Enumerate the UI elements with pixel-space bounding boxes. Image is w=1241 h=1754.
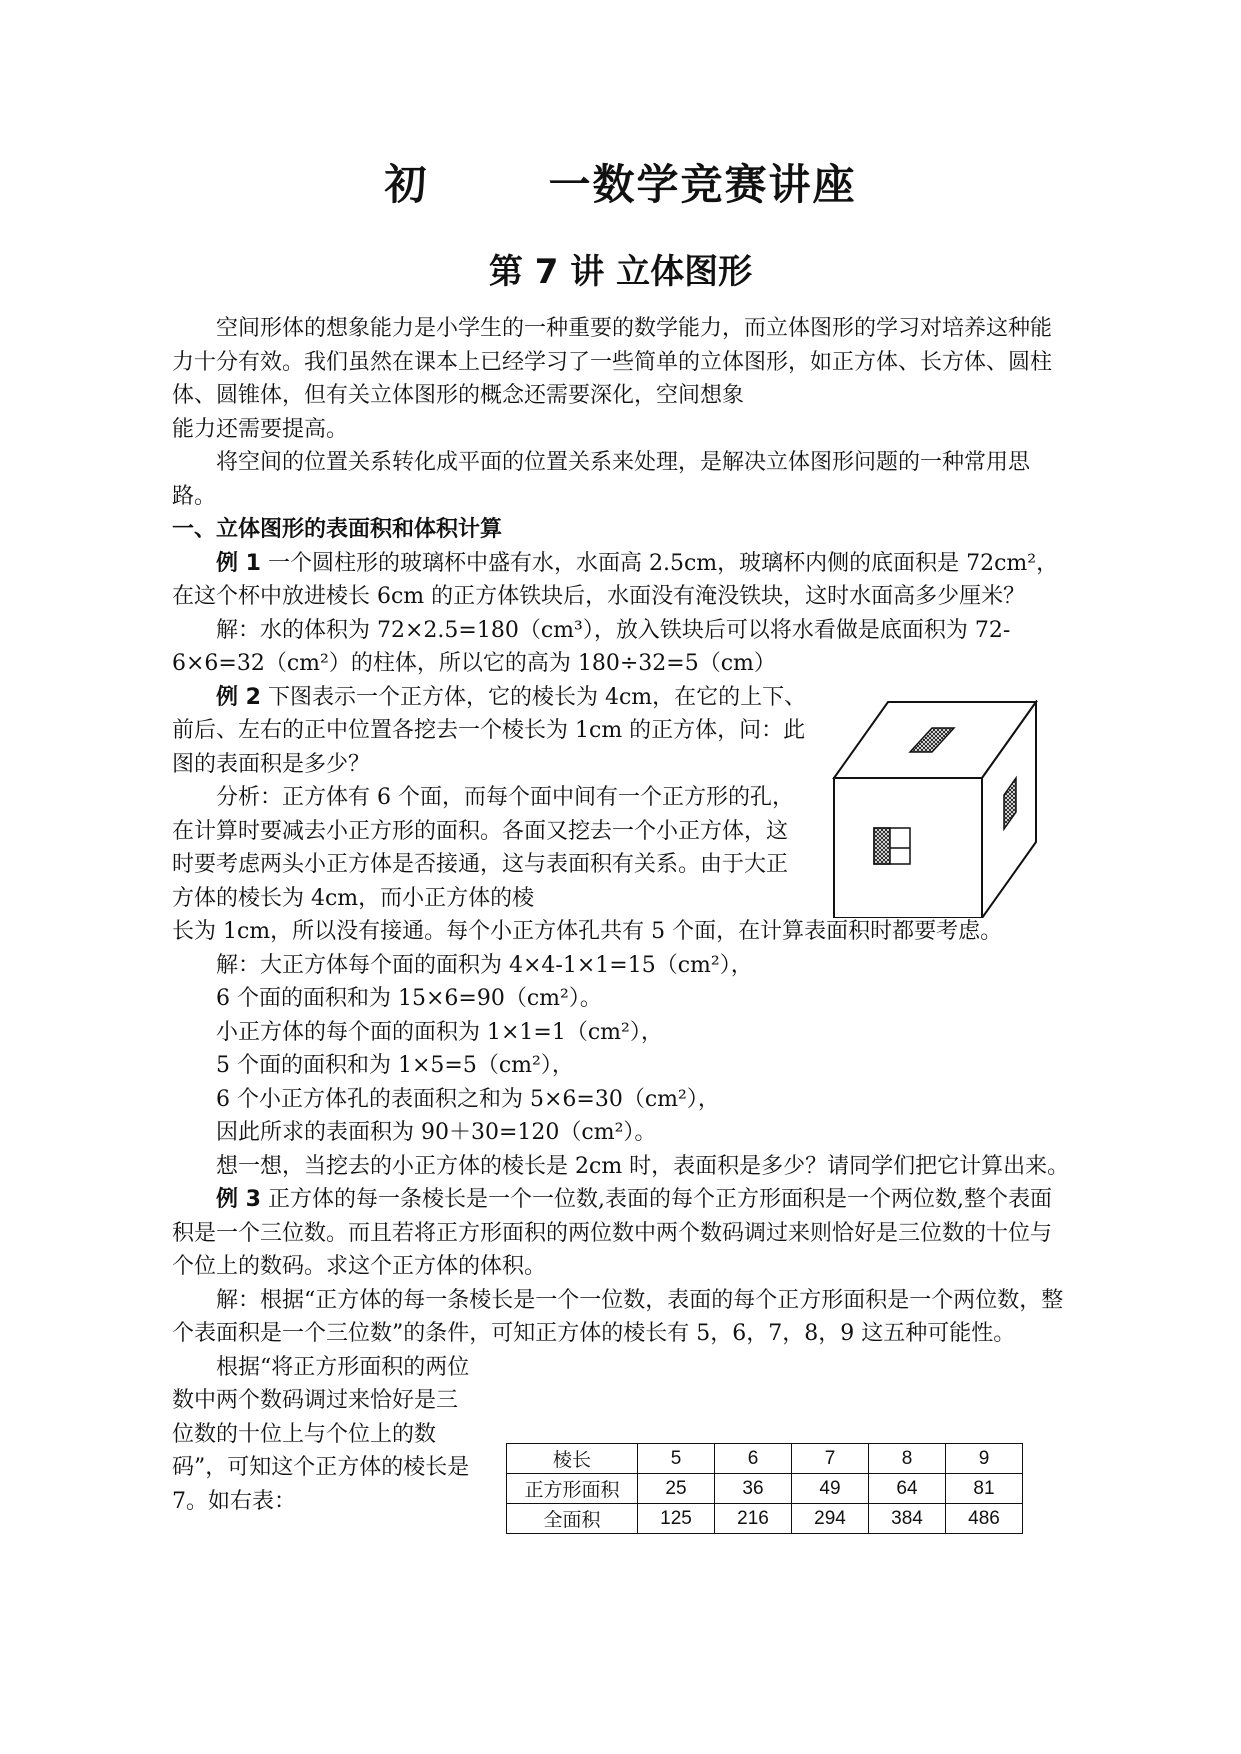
example-2-analysis: 分析：正方体有 6 个面，而每个面中间有一个正方形的孔，在计算时要减去小正方形的面积。各面又挖去一个小正方体，这时要考虑两头小正方体是否接通，这与表面积有关系。由于大正方体的棱长为 4cm，而小正方体的棱 — [172, 785, 794, 911]
table-cell: 294 — [792, 1504, 869, 1534]
table-cell: 384 — [869, 1504, 946, 1534]
table-cell: 64 — [869, 1474, 946, 1504]
table-row — [507, 1444, 1023, 1474]
table-cell: 486 — [946, 1504, 1023, 1534]
cube-data-table — [506, 1443, 1023, 1534]
cube-diagram — [832, 700, 1050, 918]
example-2-solution-line: 小正方体的每个面的面积为 1×1=1（cm²）， — [216, 1019, 663, 1045]
example-1-solution: 解：水的体积为 72×2.5=180（cm³），放入铁块后可以将水看做是底面积为 72-6×6=32（cm²）的柱体，所以它的高为 180÷32=5（cm） — [172, 617, 1011, 676]
example-2-text: 下图表示一个正方体，它的棱长为 4cm，在它的上下、前后、左右的正中位置各挖去一个棱长为 1cm 的正方体，问：此图的表面积是多少？ — [172, 684, 807, 777]
table-row-header: 全面积 — [507, 1504, 638, 1534]
example-2-solution-line: 解：大正方体每个面的面积为 4×4-1×1=15（cm²）， — [216, 952, 753, 978]
example-3-solution: 解：根据“正方体的每一条棱长是一个一位数，表面的每个正方形面积是一个两位数，整个表面积是一个三位数”的条件，可知正方体的棱长有 5，6，7，8，9 这五种可能性。 — [172, 1287, 1064, 1346]
lecture-subtitle: 第 7 讲 立体图形 — [488, 252, 753, 292]
example-2-solution-line: 5 个面的面积和为 1×5=5（cm²）， — [216, 1053, 574, 1078]
example-2 — [172, 681, 808, 782]
example-2-solution-line: 因此所求的表面积为 90＋30=120（cm²）。 — [216, 1120, 657, 1145]
example-2-label: 例 2 — [216, 684, 261, 710]
example-3 — [172, 1183, 1072, 1284]
intro-paragraph-2: 将空间的位置关系转化成平面的位置关系来处理，是解决立体图形问题的一种常用思路。 — [172, 450, 1031, 509]
table-cell: 25 — [638, 1474, 715, 1504]
table-cell: 6 — [715, 1444, 792, 1474]
example-1-text: 一个圆柱形的玻璃杯中盛有水，水面高 2.5cm，玻璃杯内侧的底面积是 72cm²，在这个杯中放进棱长 6cm 的正方体铁块后，水面没有淹没铁块，这时水面高多少厘米？ — [172, 550, 1059, 609]
front-hole — [874, 828, 910, 864]
table-row-header: 正方形面积 — [507, 1474, 638, 1504]
table-cell: 36 — [715, 1474, 792, 1504]
page-title — [0, 152, 1241, 212]
table-cell: 7 — [792, 1444, 869, 1474]
table-cell: 5 — [638, 1444, 715, 1474]
table-cell: 125 — [638, 1504, 715, 1534]
table-cell: 216 — [715, 1504, 792, 1534]
intro-paragraph-1-end: 能力还需要提高。 — [172, 416, 349, 442]
example-2-solution-line: 6 个小正方体孔的表面积之和为 5×6=30（cm²）， — [216, 1086, 720, 1112]
title-part2: 一数学竞赛讲座 — [548, 160, 857, 209]
section-heading-1: 一、立体图形的表面积和体积计算 — [172, 517, 503, 542]
example-1 — [172, 547, 1072, 614]
table-row — [507, 1504, 1023, 1534]
example-3-side-text: 根据“将正方形面积的两位数中两个数码调过来恰好是三位数的十位上与个位上的数码”，可知这个正方体的棱长是 7。如右表： — [172, 1354, 470, 1514]
table-cell: 8 — [869, 1444, 946, 1474]
title-part1: 初 — [384, 160, 429, 209]
example-2-solution-line: 6 个面的面积和为 15×6=90（cm²）。 — [216, 986, 602, 1011]
example-1-label: 例 1 — [216, 550, 261, 576]
example-3-label: 例 3 — [216, 1187, 261, 1212]
example-3-text: 正方体的每一条棱长是一个一位数,表面的每个正方形面积是一个两位数,整个表面积是一个三位数。而且若将正方形面积的两位数中两个数码调过来则恰好是三位数的十位与个位上的数码。求这个正方体的体积。 — [172, 1187, 1053, 1279]
example-2-think: 想一想，当挖去的小正方体的棱长是 2cm 时，表面积是多少？请同学们把它计算出来。 — [216, 1153, 1070, 1179]
table-row — [507, 1474, 1023, 1504]
table-cell: 49 — [792, 1474, 869, 1504]
table-cell: 81 — [946, 1474, 1023, 1504]
example-2-analysis-end: 长为 1cm，所以没有接通。每个小正方体孔共有 5 个面，在计算表面积时都要考虑。 — [172, 919, 1003, 944]
intro-paragraph-1: 空间形体的想象能力是小学生的一种重要的数学能力，而立体图形的学习对培养这种能力十分有效。我们虽然在课本上已经学习了一些简单的立体图形，如正方体、长方体、圆柱体、圆锥体，但有关立体图形的概念还需要深化，空间想象 — [172, 316, 1053, 408]
table-cell: 9 — [946, 1444, 1023, 1474]
table-row-header: 棱长 — [507, 1444, 638, 1474]
